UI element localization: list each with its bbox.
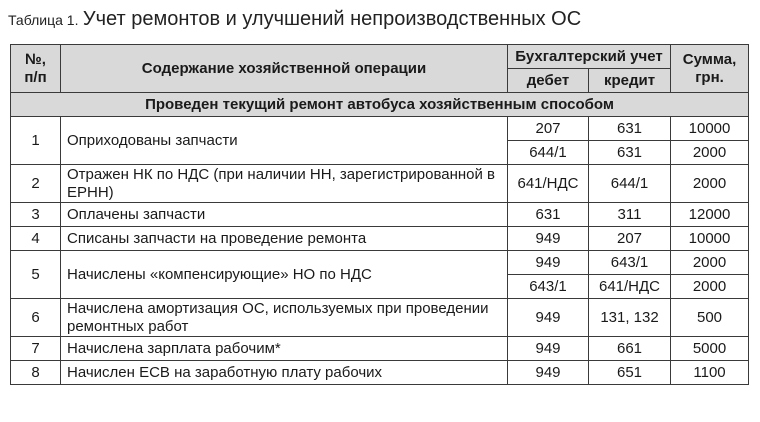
row-description: Начислены «компенсирующие» НО по НДС xyxy=(61,251,508,299)
row-credit: 651 xyxy=(589,361,671,385)
row-credit: 661 xyxy=(589,337,671,361)
row-credit: 631 xyxy=(589,117,671,141)
row-sum: 10000 xyxy=(671,227,749,251)
row-number: 7 xyxy=(11,337,61,361)
table-row xyxy=(11,117,749,141)
operations-table xyxy=(10,44,749,385)
row-credit: 644/1 xyxy=(589,165,671,203)
table-row xyxy=(11,251,749,275)
row-sum: 12000 xyxy=(671,203,749,227)
section-row xyxy=(11,93,749,117)
row-debit: 949 xyxy=(508,299,589,337)
row-credit: 207 xyxy=(589,227,671,251)
row-debit: 949 xyxy=(508,227,589,251)
caption-title: Учет ремонтов и улучшений непроизводственных ОС xyxy=(82,8,582,30)
row-sum: 2000 xyxy=(671,275,749,299)
row-number: 4 xyxy=(11,227,61,251)
row-description: Начислен ЕСВ на заработную плату рабочих xyxy=(61,361,508,385)
row-description: Списаны запчасти на проведение ремонта xyxy=(61,227,508,251)
header-credit: кредит xyxy=(589,69,671,93)
row-sum: 2000 xyxy=(671,251,749,275)
row-description: Отражен НК по НДС (при наличии НН, зарегистрированной в ЕРНН) xyxy=(61,165,508,203)
caption-label: Таблица 1. xyxy=(8,12,79,28)
row-credit: 643/1 xyxy=(589,251,671,275)
row-number: 8 xyxy=(11,361,61,385)
row-description: Оплачены запчасти xyxy=(61,203,508,227)
row-description: Начислена зарплата рабочим* xyxy=(61,337,508,361)
row-debit: 643/1 xyxy=(508,275,589,299)
table-row xyxy=(11,165,749,203)
table-row xyxy=(11,361,749,385)
row-debit: 949 xyxy=(508,251,589,275)
row-credit: 131, 132 xyxy=(589,299,671,337)
header-content: Содержание хозяйственной операции xyxy=(61,45,508,93)
row-debit: 641/НДС xyxy=(508,165,589,203)
header-debit: дебет xyxy=(508,69,589,93)
table-row xyxy=(11,227,749,251)
row-description: Оприходованы запчасти xyxy=(61,117,508,165)
row-number: 2 xyxy=(11,165,61,203)
row-sum: 2000 xyxy=(671,141,749,165)
table-row xyxy=(11,203,749,227)
row-debit: 207 xyxy=(508,117,589,141)
row-number: 1 xyxy=(11,117,61,165)
row-credit: 311 xyxy=(589,203,671,227)
row-debit: 644/1 xyxy=(508,141,589,165)
header-accounting: Бухгалтерский учет xyxy=(508,45,671,69)
row-description: Начислена амортизация ОС, используемых при проведении ремонтных работ xyxy=(61,299,508,337)
row-number: 6 xyxy=(11,299,61,337)
row-debit: 631 xyxy=(508,203,589,227)
table-row xyxy=(11,337,749,361)
row-sum: 1100 xyxy=(671,361,749,385)
row-credit: 641/НДС xyxy=(589,275,671,299)
table-caption xyxy=(8,8,581,31)
row-sum: 2000 xyxy=(671,165,749,203)
row-sum: 10000 xyxy=(671,117,749,141)
table-body xyxy=(11,93,749,385)
row-sum: 5000 xyxy=(671,337,749,361)
row-number: 5 xyxy=(11,251,61,299)
table-row xyxy=(11,299,749,337)
row-credit: 631 xyxy=(589,141,671,165)
row-debit: 949 xyxy=(508,337,589,361)
row-number: 3 xyxy=(11,203,61,227)
header-sum: Сумма, грн. xyxy=(671,45,749,93)
section-title: Проведен текущий ремонт автобуса хозяйственным способом xyxy=(11,93,749,117)
table-header xyxy=(11,45,749,93)
row-debit: 949 xyxy=(508,361,589,385)
row-sum: 500 xyxy=(671,299,749,337)
header-num: №, п/п xyxy=(11,45,61,93)
